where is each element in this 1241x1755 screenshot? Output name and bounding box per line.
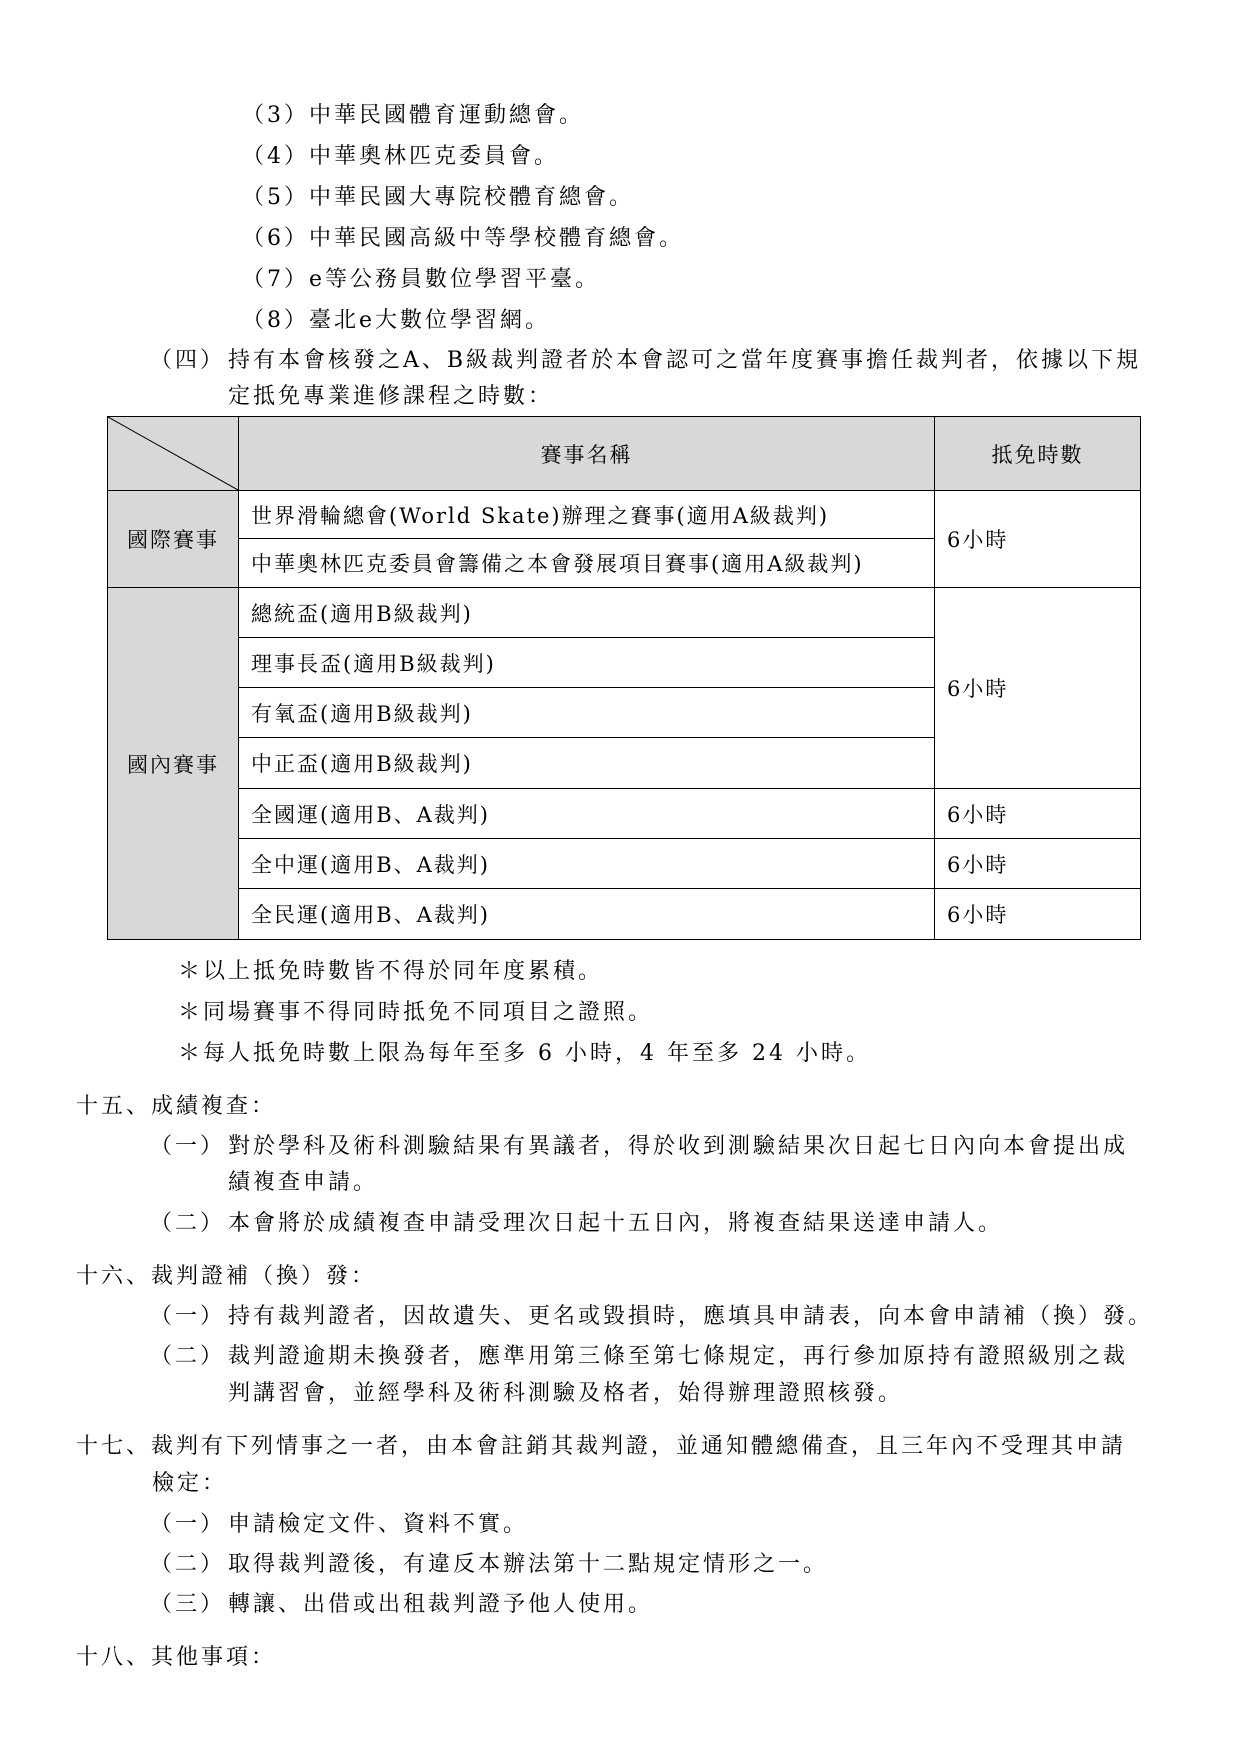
sec16-item2-line1: 裁判證逾期未換發者，應準用第三條至第七條規定，再行參加原持有證照級別之裁 xyxy=(228,1344,1129,1369)
section-17-line1: 十七、裁判有下列情事之一者，由本會註銷其裁判證，並通知體總備查，且三年內不受理其申請 xyxy=(76,1434,1127,1459)
table-row xyxy=(108,839,1141,889)
domestic-category: 國內賽事 xyxy=(108,588,239,940)
header-event-name: 賽事名稱 xyxy=(239,417,935,491)
sec15-item1-line1: 對於學科及術科測驗結果有異議者，得於收到測驗結果次日起七日內向本會提出成 xyxy=(228,1134,1129,1159)
list-item: （5）中華民國大專院校體育總會。 xyxy=(242,185,635,210)
event-cell: 有氧盃(適用B級裁判) xyxy=(239,688,935,738)
event-cell: 全國運(適用B、A裁判) xyxy=(239,789,935,839)
event-cell: 理事長盃(適用B級裁判) xyxy=(239,638,935,688)
sec17-item2-line1: 取得裁判證後，有違反本辦法第十二點規定情形之一。 xyxy=(228,1552,829,1577)
section-16-title: 十六、裁判證補（換）發： xyxy=(76,1264,377,1289)
section-18-title: 十八、其他事項： xyxy=(76,1645,277,1670)
note: ＊每人抵免時數上限為每年至多 6 小時，4 年至多 24 小時。 xyxy=(178,1041,871,1066)
diagonal-line-icon xyxy=(108,417,238,490)
table-row xyxy=(108,491,1141,539)
para-4-number: （四） xyxy=(150,348,226,373)
event-cell: 中華奧林匹克委員會籌備之本會發展項目賽事(適用A級裁判) xyxy=(239,539,935,588)
sec15-item1-number: （一） xyxy=(150,1134,226,1159)
section-15-title: 十五、成績複查： xyxy=(76,1094,277,1119)
event-cell: 中正盃(適用B級裁判) xyxy=(239,738,935,789)
sec15-item2-number: （二） xyxy=(150,1211,226,1236)
sec17-item1-number: （一） xyxy=(150,1512,226,1537)
event-cell: 全民運(適用B、A裁判) xyxy=(239,889,935,940)
exemption-table xyxy=(107,416,1141,940)
list-item: （8）臺北e大數位學習網。 xyxy=(242,308,551,333)
list-item: （4）中華奧林匹克委員會。 xyxy=(242,144,560,169)
event-cell: 世界滑輪總會(World Skate)辦理之賽事(適用A級裁判) xyxy=(239,491,935,539)
hours-cell: 6小時 xyxy=(935,839,1141,889)
list-item: （3）中華民國體育運動總會。 xyxy=(242,103,585,128)
sec15-item1-line2: 績複查申請。 xyxy=(228,1170,379,1195)
header-hours: 抵免時數 xyxy=(935,417,1141,491)
sec16-item1-line1: 持有裁判證者，因故遺失、更名或毀損時，應填具申請表，向本會申請補（換）發。 xyxy=(228,1304,1154,1329)
para-4-line1: 持有本會核發之A、B級裁判證者於本會認可之當年度賽事擔任裁判者，依據以下規 xyxy=(228,348,1142,373)
section-17-line2: 檢定： xyxy=(152,1471,228,1496)
sec16-item2-line2: 判講習會，並經學科及術科測驗及格者，始得辦理證照核發。 xyxy=(228,1381,904,1406)
diagonal-header-cell xyxy=(108,417,239,491)
hours-cell: 6小時 xyxy=(935,789,1141,839)
note: ＊同場賽事不得同時抵免不同項目之證照。 xyxy=(178,1000,654,1025)
table-header-row xyxy=(108,417,1141,491)
hours-cell: 6小時 xyxy=(935,889,1141,940)
sec17-item3-number: （三） xyxy=(150,1592,226,1617)
sec16-item2-number: （二） xyxy=(150,1344,226,1369)
event-cell: 全中運(適用B、A裁判) xyxy=(239,839,935,889)
table-row xyxy=(108,588,1141,638)
note: ＊以上抵免時數皆不得於同年度累積。 xyxy=(178,959,604,984)
table-row xyxy=(108,889,1141,940)
sec17-item2-number: （二） xyxy=(150,1552,226,1577)
intl-category: 國際賽事 xyxy=(108,491,239,588)
list-item: （7）e等公務員數位學習平臺。 xyxy=(242,267,601,292)
hours-cell: 6小時 xyxy=(935,491,1141,588)
sec15-item2-line1: 本會將於成績複查申請受理次日起十五日內，將複查結果送達申請人。 xyxy=(228,1211,1004,1236)
para-4-line2: 定抵免專業進修課程之時數： xyxy=(228,384,554,409)
table-row xyxy=(108,789,1141,839)
sec17-item1-line1: 申請檢定文件、資料不實。 xyxy=(228,1512,529,1537)
sec16-item1-number: （一） xyxy=(150,1304,226,1329)
sec17-item3-line1: 轉讓、出借或出租裁判證予他人使用。 xyxy=(228,1592,654,1617)
hours-cell: 6小時 xyxy=(935,588,1141,789)
list-item: （6）中華民國高級中等學校體育總會。 xyxy=(242,226,685,251)
event-cell: 總統盃(適用B級裁判) xyxy=(239,588,935,638)
